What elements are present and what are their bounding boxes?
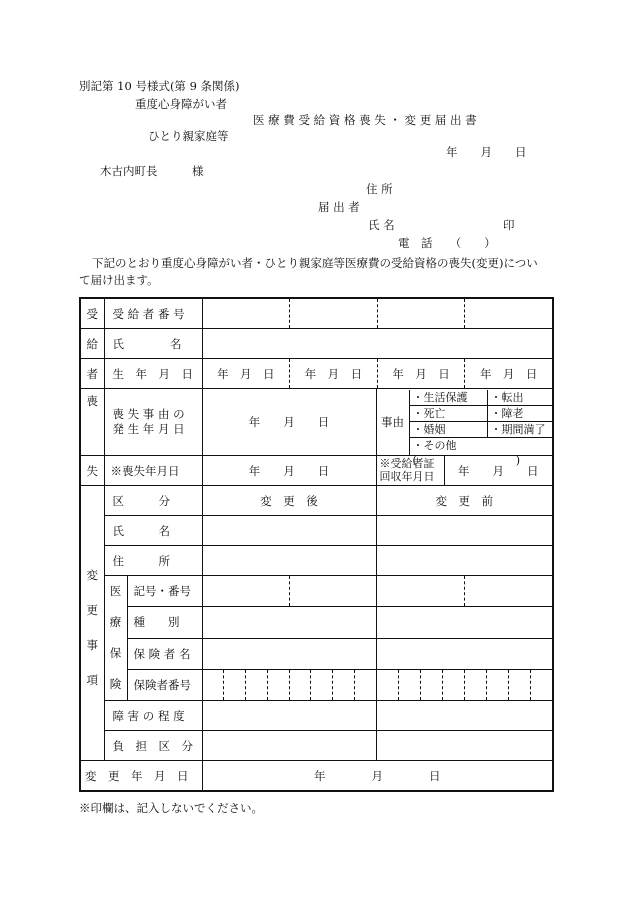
disability-label: 障 害 の 程 度 xyxy=(104,701,202,731)
disability-before[interactable] xyxy=(376,701,553,731)
reason-option[interactable]: ・障老 xyxy=(488,406,553,422)
change-address-label: 住 所 xyxy=(104,546,202,576)
form-number: 別記第 10 号様式(第 9 条関係) xyxy=(79,79,240,93)
recipient-name-label: 氏 名 xyxy=(104,329,202,359)
recipient-side-1: 受 xyxy=(80,298,104,329)
card-return-box xyxy=(376,456,553,486)
change-date-field[interactable]: 年 月 日 xyxy=(202,761,553,792)
phone-label: 電 話 （ ） xyxy=(398,236,496,250)
insurer-number-after[interactable] xyxy=(202,669,376,700)
filer-label: 届 出 者 xyxy=(318,200,360,214)
reason-option[interactable]: ・婚姻 xyxy=(410,422,488,438)
reason-option[interactable]: ・期間満了 xyxy=(488,422,553,438)
recipient-side-3: 者 xyxy=(80,359,104,389)
card-return-label-2: 回収年月日 xyxy=(379,470,435,483)
birth-date-cell: 年 月 日 xyxy=(377,359,465,388)
insurance-type-after[interactable] xyxy=(202,607,376,638)
footer-note: ※印欄は、記入しないでください。 xyxy=(79,801,263,815)
intro-line-1: 下記のとおり重度心身障がい者・ひとり親家庭等医療費の受給資格の喪失(変更)につい xyxy=(92,256,538,270)
reason-option[interactable]: ・転出 xyxy=(488,390,553,406)
symbol-number-label: 記号・番号 xyxy=(127,576,202,607)
subject-line-2: ひとり親家庭等 xyxy=(148,129,229,143)
form-title: 医 療 費 受 給 資 格 喪 失 ・ 変 更 届 出 書 xyxy=(253,113,477,127)
addressee: 木古内町長 様 xyxy=(100,164,204,178)
birth-date-field[interactable] xyxy=(202,359,553,389)
loss-side-top: 喪 xyxy=(80,389,104,456)
insurance-side: 医 療 保 険 xyxy=(104,576,127,701)
birth-date-cell: 年 月 日 xyxy=(464,359,552,388)
burden-before[interactable] xyxy=(376,731,553,761)
loss-reason-date-label: 喪 失 事 由 の 発 生 年 月 日 xyxy=(104,389,202,456)
recipient-number-field[interactable] xyxy=(202,298,553,329)
name-label: 氏 名 xyxy=(368,218,395,232)
birth-date-label: 生 年 月 日 xyxy=(104,359,202,389)
reason-other[interactable]: ・その他( ) xyxy=(412,438,521,467)
burden-label: 負 担 区 分 xyxy=(104,731,202,761)
reason-label: 事由 xyxy=(377,390,410,455)
insurer-number-label: 保険者番号 xyxy=(127,669,202,700)
loss-date-label: ※喪失年月日 xyxy=(104,456,202,486)
change-side: 変 更 事 項 xyxy=(80,486,104,761)
reason-option[interactable]: ・生活保護 xyxy=(410,390,488,406)
birth-date-cell: 年 月 日 xyxy=(289,359,377,388)
insurer-number-before[interactable] xyxy=(376,669,553,700)
date-line: 年 月 日 xyxy=(446,145,527,159)
after-label: 変 更 後 xyxy=(202,486,376,516)
symbol-number-before[interactable] xyxy=(376,576,553,607)
before-label: 変 更 前 xyxy=(376,486,553,516)
form-table xyxy=(79,297,554,792)
seal-mark: 印 xyxy=(503,218,515,232)
change-name-before[interactable] xyxy=(376,516,553,546)
insurer-name-label: 保 険 者 名 xyxy=(127,638,202,669)
card-return-label-1: ※受給者証 xyxy=(379,457,435,470)
change-date-label: 変 更 年 月 日 xyxy=(80,761,202,792)
loss-date-field[interactable]: 年 月 日 xyxy=(202,456,376,486)
insurer-name-after[interactable] xyxy=(202,638,376,669)
disability-after[interactable] xyxy=(202,701,376,731)
birth-date-cell: 年 月 日 xyxy=(217,366,275,381)
subject-line-1: 重度心身障がい者 xyxy=(135,97,227,111)
recipient-name-field[interactable] xyxy=(202,329,553,359)
burden-after[interactable] xyxy=(202,731,376,761)
category-label: 区 分 xyxy=(104,486,202,516)
change-name-label: 氏 名 xyxy=(104,516,202,546)
insurance-type-label: 種 別 xyxy=(127,607,202,638)
loss-reason-date-field[interactable]: 年 月 日 xyxy=(202,389,376,456)
change-name-after[interactable] xyxy=(202,516,376,546)
intro-line-2: て届け出ます。 xyxy=(79,273,159,287)
reason-option[interactable]: ・死亡 xyxy=(410,406,488,422)
symbol-number-after[interactable] xyxy=(202,576,376,607)
address-label: 住 所 xyxy=(366,182,393,196)
loss-side-bottom: 失 xyxy=(80,456,104,486)
insurance-type-before[interactable] xyxy=(376,607,553,638)
recipient-number-label: 受 給 者 番 号 xyxy=(104,298,202,329)
change-address-after[interactable] xyxy=(202,546,376,576)
card-return-date[interactable]: 年 月 日 xyxy=(458,463,539,478)
insurer-name-before[interactable] xyxy=(376,638,553,669)
change-address-before[interactable] xyxy=(376,546,553,576)
recipient-side-2: 給 xyxy=(80,329,104,359)
